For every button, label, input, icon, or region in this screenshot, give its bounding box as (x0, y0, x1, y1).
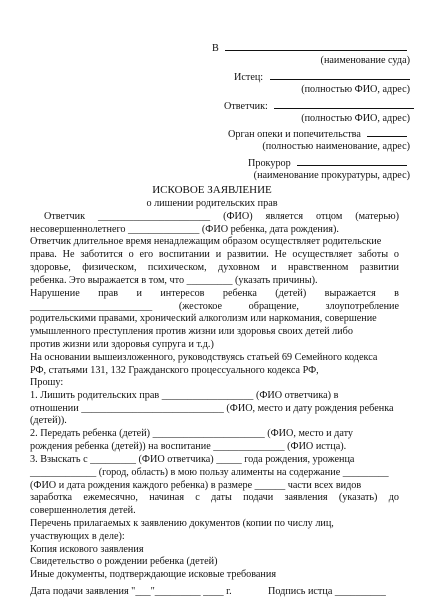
body-line: (ФИО и дата рождения каждого ребенка) в размере ______ части всех видов (30, 480, 362, 491)
body-line: ребенка. Это выражается в том, что _________ (указать причины). (30, 275, 318, 286)
prosecutor-blank (297, 156, 407, 166)
court-prefix: В (212, 43, 219, 54)
defendant-hint: (полностью ФИО, адрес) (301, 113, 410, 124)
body-line: _____________ (город, область) в мою пользу алименты на содержание _________ (30, 467, 389, 478)
defendant-label: Ответчик: (224, 101, 268, 112)
court-line (212, 41, 407, 55)
court-hint: (наименование суда) (320, 55, 410, 66)
plaintiff-blank (270, 70, 410, 80)
plaintiff-hint: (полностью ФИО, адрес) (301, 84, 410, 95)
body-line: ________________________ (жестокое обращение, злоупотребление (30, 301, 399, 312)
body-line: Ответчик длительное время ненадлежащим образом осуществляет родительские (30, 236, 382, 247)
defendant-line (224, 99, 414, 113)
guardianship-hint: (полностью наименование, адрес) (262, 141, 410, 152)
body-line: Нарушение прав и интересов ребенка (детей) выражается в (30, 288, 399, 299)
body-line: умышленного преступления против жизни или здоровья своих детей либо (30, 326, 353, 337)
guardianship-blank (367, 127, 407, 137)
body-line: На основании вышеизложенного, руководствуясь статьей 69 Семейного кодекса (30, 352, 378, 363)
guardianship-label: Орган опеки и попечительства (228, 129, 361, 140)
prosecutor-label: Прокурор (248, 158, 291, 169)
body-line: родительскими правами, хронический алкоголизм или наркомания, совершение (30, 313, 377, 324)
plaintiff-label: Истец: (234, 72, 264, 83)
body-line: РФ, статьями 131, 132 Гражданского процессуального кодекса РФ, (30, 365, 319, 376)
body-line: Ответчик ______________________ (ФИО) является отцом (матерью) (44, 211, 399, 222)
body-line: 2. Передать ребенка (детей) ______________________ (ФИО, место и дату (30, 428, 354, 439)
body-line: рождения ребенка (детей)) на воспитание ______________ (ФИО истца). (30, 441, 347, 452)
body-line: против жизни или здоровья супруга и т.д.) (30, 339, 214, 350)
prosecutor-hint: (наименование прокуратуры, адрес) (253, 170, 410, 181)
plaintiff-signature: Подпись истца __________ (268, 586, 386, 597)
body-line: (детей)). (30, 415, 67, 426)
court-blank (225, 41, 407, 51)
body-line: совершеннолетия детей. (30, 505, 136, 516)
document-subtitle: о лишении родительских прав (146, 198, 278, 209)
plaintiff-line (234, 70, 410, 84)
attachment-item: Свидетельство о рождении ребенка (детей) (30, 556, 218, 567)
body-line: Прошу: (30, 377, 64, 388)
body-line: здоровье, физическом, психическом, духовном и нравственном развитии (30, 262, 399, 273)
attachment-item: Иные документы, подтверждающие исковые требования (30, 569, 277, 580)
body-line: 3. Взыскать с _________ (ФИО ответчика) _____ года рождения, уроженца (30, 454, 355, 465)
body-line: 1. Лишить родительских прав __________________ (ФИО ответчика) в (30, 390, 339, 401)
guardianship-line (228, 127, 407, 141)
body-line: отношении ____________________________ (ФИО, место и дату рождения ребенка (30, 403, 394, 414)
prosecutor-line (248, 156, 407, 170)
body-line: участвующих в деле): (30, 531, 125, 542)
body-line: права. Не заботится о его воспитании и развитии. Не осуществляет заботы о (30, 249, 399, 260)
attachment-item: Копия искового заявления (30, 544, 144, 555)
defendant-blank (274, 99, 414, 109)
body-line: несовершеннолетнего ______________ (ФИО ребенка, дата рождения). (30, 224, 339, 235)
body-line: заработка ежемесячно, начиная с даты подачи заявления (указать) до (30, 492, 399, 503)
document-title: ИСКОВОЕ ЗАЯВЛЕНИЕ (152, 184, 272, 196)
filing-date: Дата подачи заявления "___"_________ ____ г. (30, 586, 232, 597)
body-line: Перечень прилагаемых к заявлению документов (копии по числу лиц, (30, 518, 334, 529)
